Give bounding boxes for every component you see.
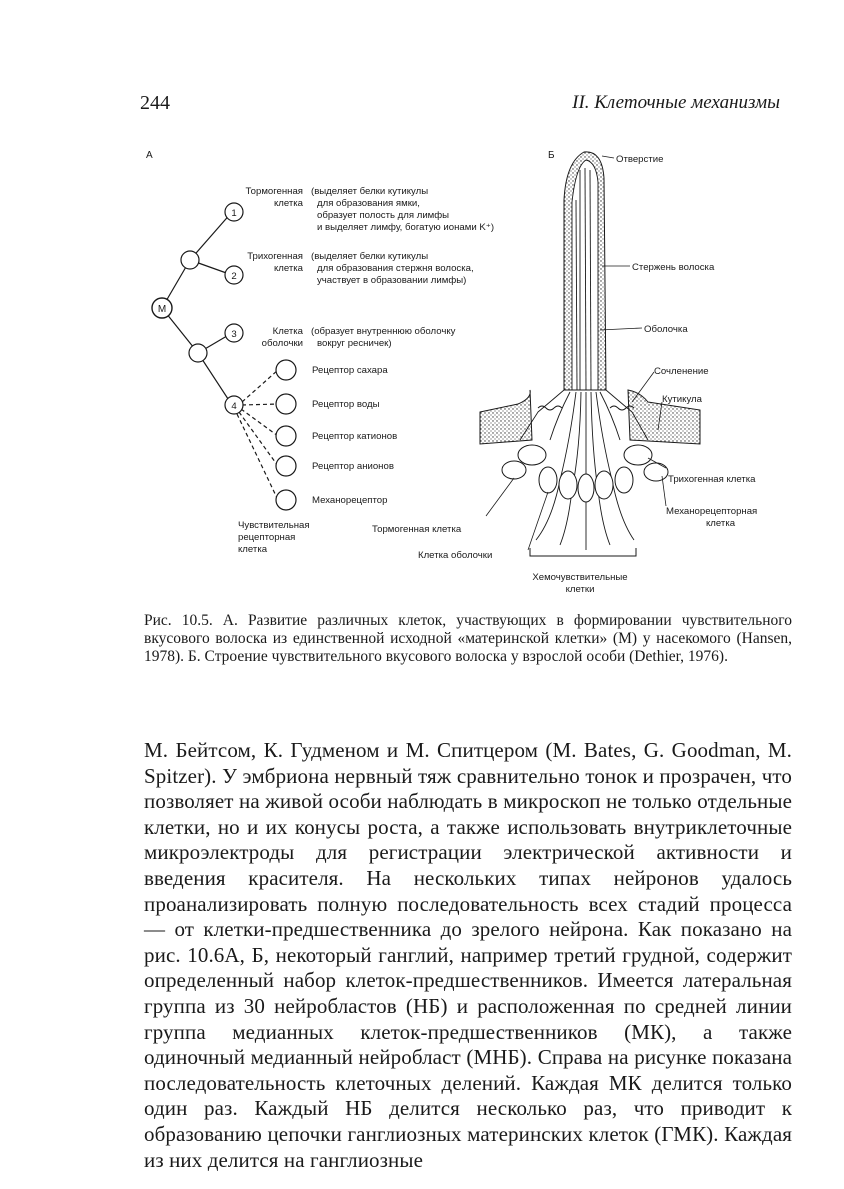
intermediate-cell: [181, 251, 199, 269]
receptor-label: Рецептор катионов: [312, 431, 398, 442]
cell-2-desc: участвует в образовании лимфы): [317, 275, 467, 286]
caption-text: Развитие различных клеток, участвующих в формировании чувствительного вкусового волоска из единственной исходной «материнской клетки» (М) у насекомого (Hansen, 1978). Б. Строение чувствительного вкусового волоска у взрослой особи (Dethier, 1976).: [144, 612, 792, 665]
cell-2-name: Трихогенная: [247, 251, 303, 262]
receptor-cell: [276, 426, 296, 446]
cell-1-name: Тормогенная: [245, 186, 303, 197]
label-tormogen: Тормогенная клетка: [372, 524, 462, 535]
body-paragraph: М. Бейтсом, К. Гудменом и М. Спитцером (M. Bates, G. Goodman, M. Spitzer). У эмбриона нервный тяж сравнительно тонок и прозрачен, что позволяет на живой особи наблюдать в микроскоп не только отдельные клетки, но и их конусы роста, а также использовать внутриклеточные микроэлектроды для регистрации электрической активности и введения красителя. На нескольких типах нейронов удалось проанализировать полную последовательность всех стадий процесса — от клетки-предшественника до зрелого нейрона. Как показано на рис. 10.6А, Б, некоторый ганглий, например третий грудной, содержит определенный набор клеток-предшественников. Имеется латеральная группа из 30 нейробластов (НБ) и расположенная по средней линии группа медианных клеток-предшественников (МК), а также одиночный медианный нейробласт (МНБ). Справа на рисунке показана последовательность клеточных делений. Каждая МК делится только один раз. Каждый НБ делится несколько раз, что приводит к образованию цепочки ганглиозных материнских клеток (ГМК). Каждая из них делится на ганглиозные: [144, 738, 792, 1172]
receptor-cell: [276, 394, 296, 414]
chemosensory-bracket: [530, 548, 636, 556]
cell-1-desc: для образования ямки,: [317, 198, 420, 209]
label-chemosensory: Хемочувствительные: [532, 572, 628, 583]
page-header: [140, 92, 780, 120]
label-cuticle: Кутикула: [662, 394, 702, 405]
receptor-label: Рецептор анионов: [312, 461, 394, 472]
figure-10-5: [140, 140, 800, 605]
label-opening: Отверстие: [616, 154, 664, 165]
label-chemosensory: клетки: [565, 584, 595, 595]
cell-2-desc: для образования стержня волоска,: [317, 263, 474, 274]
label-mechanoreceptor: клетка: [706, 518, 736, 529]
cell-4-num: 4: [231, 401, 237, 412]
sensory-cell-label: рецепторная: [238, 532, 296, 543]
hair-diagram: [480, 152, 700, 550]
cell-1-desc: образует полость для лимфы: [317, 210, 450, 221]
panel-a-label: А: [146, 150, 153, 161]
panel-b-label: Б: [548, 150, 555, 161]
receptor-label: Рецептор воды: [312, 399, 380, 410]
sensory-cell-label: Чувствительная: [238, 520, 310, 531]
caption-prefix: Рис. 10.5. А.: [144, 612, 238, 629]
cell-1-name: клетка: [273, 198, 303, 209]
cell-2-num: 2: [231, 271, 237, 282]
label-sheath-cell: Клетка оболочки: [418, 550, 493, 561]
receptor-label: Механорецептор: [312, 495, 388, 506]
receptor-cell: [276, 456, 296, 476]
cell-1-num: 1: [231, 208, 237, 219]
label-joint: Сочленение: [654, 366, 709, 377]
cell-3-name: Клетка: [272, 326, 303, 337]
intermediate-cell: [189, 344, 207, 362]
receptor-cell: [276, 360, 296, 380]
running-head: II. Клеточные механизмы: [572, 92, 780, 113]
cell-3-desc: вокруг ресничек): [317, 338, 392, 349]
cell-3-num: 3: [231, 329, 237, 340]
label-sheath: Оболочка: [644, 324, 688, 335]
receptor-label: Рецептор сахара: [312, 365, 388, 376]
mother-cell-label: М: [157, 304, 167, 315]
label-mechanoreceptor: Механорецепторная: [666, 506, 758, 517]
cell-1-desc: (выделяет белки кутикулы: [311, 186, 429, 197]
cell-3-desc: (образует внутреннюю оболочку: [311, 326, 456, 337]
figure-caption: [144, 612, 792, 666]
cell-2-desc: (выделяет белки кутикулы: [311, 251, 429, 262]
cell-1-desc: и выделяет лимфу, богатую ионами K⁺): [317, 222, 495, 233]
page-number: 244: [140, 92, 170, 114]
receptor-cell: [276, 490, 296, 510]
cell-3-name: оболочки: [261, 338, 303, 349]
body-text: [144, 738, 792, 1173]
label-hair-shaft: Стержень волоска: [632, 262, 715, 273]
label-trichogen: Трихогенная клетка: [668, 474, 756, 485]
sensory-cell-label: клетка: [238, 544, 268, 555]
cell-2-name: клетка: [273, 263, 303, 274]
